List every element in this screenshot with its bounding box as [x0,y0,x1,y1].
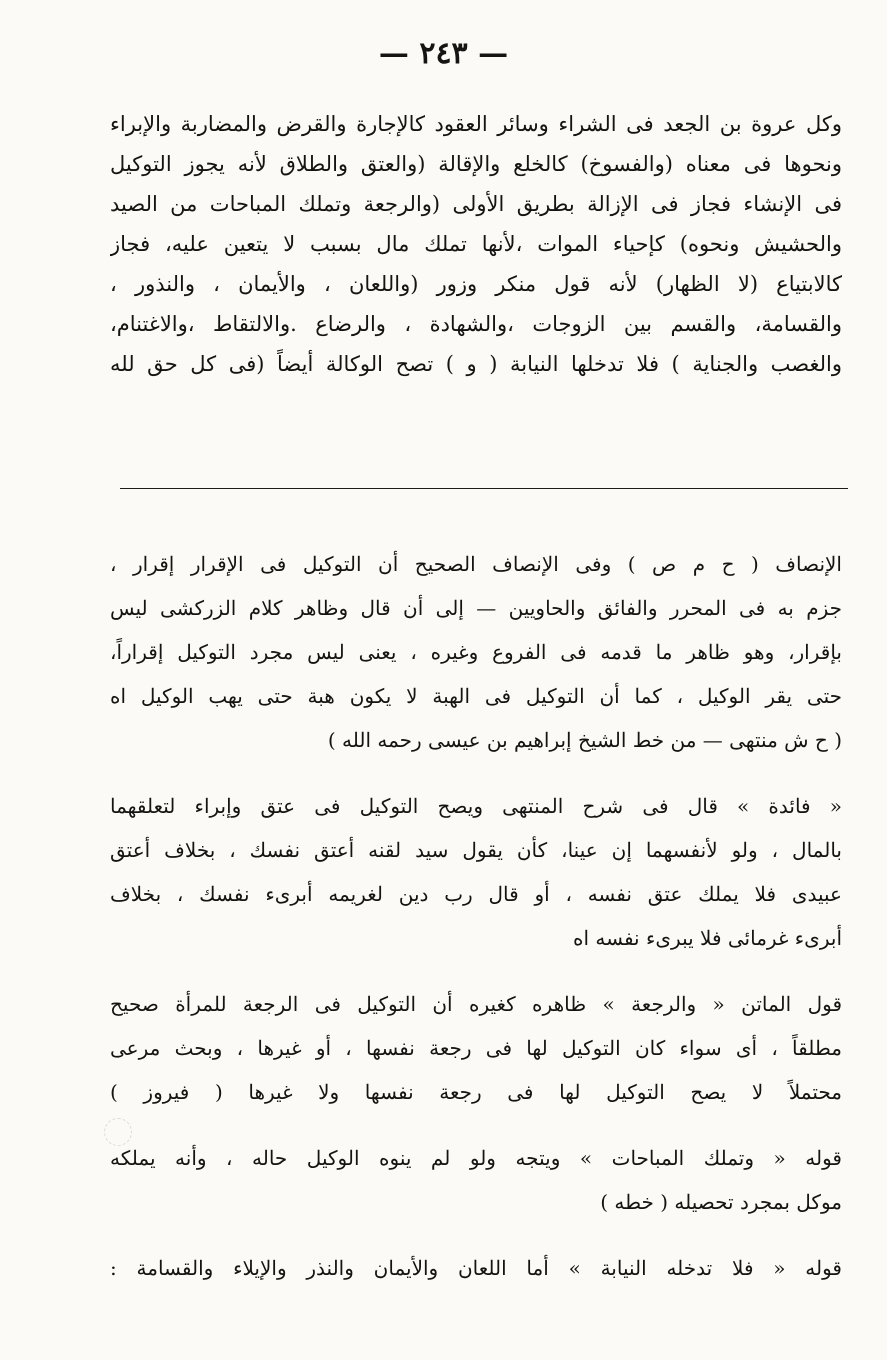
page-number: — ٢٤٣ — [378,36,509,71]
main-text-line: والحشيش ونحوه) كإحياء الموات ،لأنها تملك مال بسبب لا يتعين عليه، فجاز [110,232,842,256]
footnote-separator [120,488,848,489]
paper-stain [104,1118,132,1146]
footnote-line: قول الماتن « والرجعة » ظاهره كغيره أن التوكيل فى الرجعة للمرأة صحيح [110,992,842,1016]
footnote-line: قوله « وتملك المباحات » ويتجه ولو لم ينوه الوكيل حاله ، وأنه يملكه [110,1146,842,1170]
main-text-line: والقسامة، والقسم بين الزوجات ،والشهادة ، والرضاع .والالتقاط ،والاغتنام، [110,312,842,336]
footnote-line: بالمال ، ولو لأنفسهما إن عينا، كأن يقول سيد لقنه أعتق نفسك ، بخلاف أعتق [110,838,842,862]
footnote-line: قوله « فلا تدخله النيابة » أما اللعان والأيمان والنذر والإيلاء والقسامة : [110,1256,842,1280]
footnote-line: الإنصاف ( ح م ص ) وفى الإنصاف الصحيح أن التوكيل فى الإقرار إقرار ، [110,552,842,576]
main-text-block [110,104,842,384]
footnote-faida [110,784,842,960]
footnote-mubahat [110,1136,842,1224]
footnote-line: ( ح ش منتهى — من خط الشيخ إبراهيم بن عيسى رحمه الله ) [327,728,842,752]
footnote-line: حتى يقر الوكيل ، كما أن التوكيل فى الهبة لا يكون هبة حتى يهب الوكيل اه [110,684,842,708]
main-text-line: والغصب والجناية ) فلا تدخلها النيابة ( و ) تصح الوكالة أيضاً (فى كل حق لله [110,352,842,376]
footnote-line: محتملاً لا يصح التوكيل لها فى رجعة نفسها ولا غيرها ( فيروز ) [110,1080,842,1104]
main-text-line: وكل عروة بن الجعد فى الشراء وسائر العقود كالإجارة والقرض والمضاربة والإبراء [110,112,842,136]
footnote-rajaa [110,982,842,1114]
footnote-insaf [110,542,842,762]
main-text-line: ونحوها فى معناه (والفسوخ) كالخلع والإقالة (والعتق والطلاق لأنه يجوز التوكيل [110,152,842,176]
footnote-line: عبيدى فلا يملك عتق نفسه ، أو قال رب دين لغريمه أبرىء نفسك ، بخلاف [110,882,842,906]
footnote-line: « فائدة » قال فى شرح المنتهى ويصح التوكيل فى عتق وإبراء لتعلقهما [110,794,842,818]
footnote-line: مطلقاً ، أى سواء كان التوكيل لها فى رجعة نفسها ، أو غيرها ، وبحث مرعى [110,1036,842,1060]
footnote-line: أبرىء غرمائى فلا يبرىء نفسه اه [572,926,842,950]
footnotes-block [110,542,842,1312]
footnote-line: موكل بمجرد تحصيله ( خطه ) [600,1190,842,1214]
footnote-line: بإقرار، وهو ظاهر ما قدمه فى الفروع وغيره ، يعنى ليس مجرد التوكيل إقراراً، [110,640,842,664]
footnote-line: جزم به فى المحرر والفائق والحاويين — إلى أن قال وظاهر كلام الزركشى ليس [110,596,842,620]
footnote-niyaba [110,1246,842,1290]
main-text-line: كالابتياع (لا الظهار) لأنه قول منكر وزور (واللعان ، والأيمان ، والنذور ، [110,272,842,296]
main-text-line: فى الإنشاء فجاز فى الإزالة بطريق الأولى (والرجعة وتملك المباحات من الصيد [110,192,842,216]
